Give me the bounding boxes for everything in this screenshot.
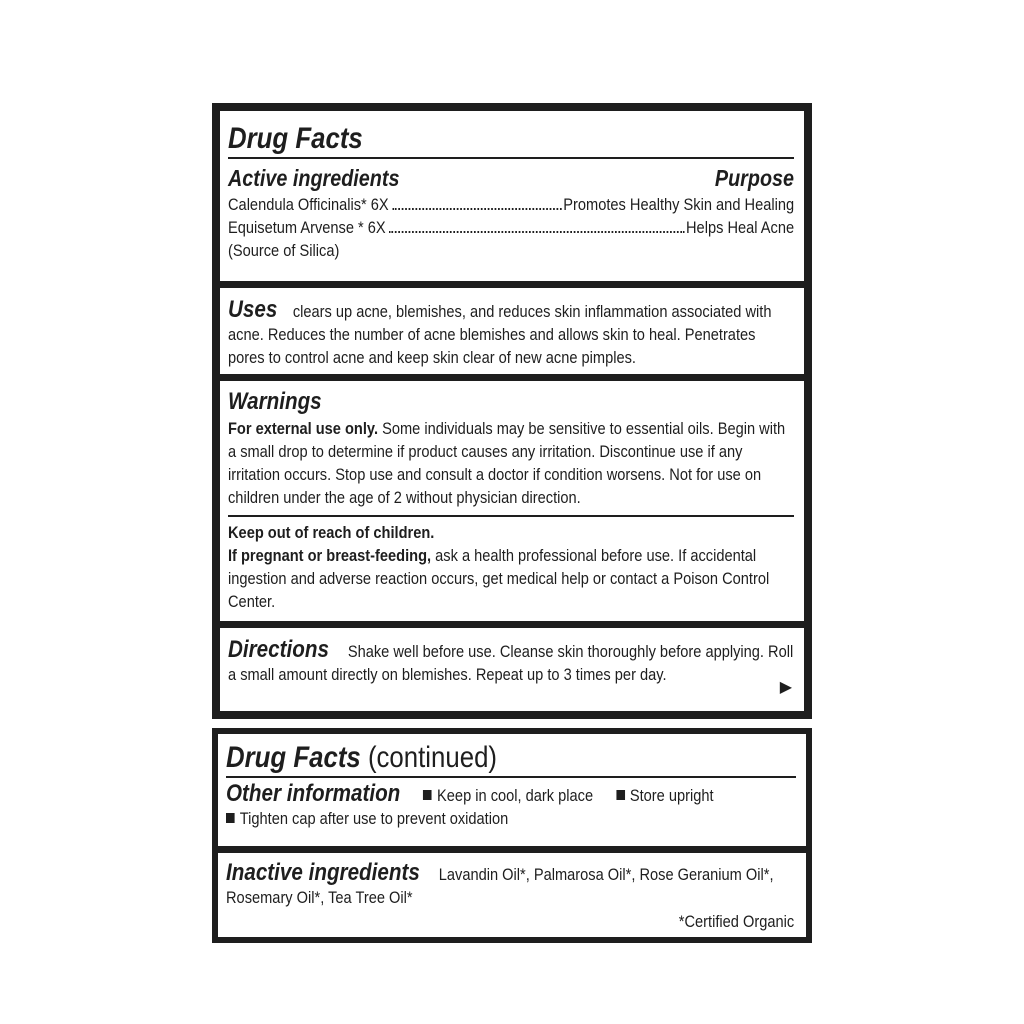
- directions-section: [220, 628, 804, 711]
- other-info-item: Store upright: [629, 786, 714, 805]
- external-use-warning: For external use only.: [228, 419, 379, 438]
- inactive-ingredients-text: Lavandin Oil*, Palmarosa Oil*, Rose Geranium Oil*, Rosemary Oil*, Tea Tree Oil*: [226, 865, 774, 907]
- drug-facts-continued-panel: [212, 728, 812, 943]
- bullet-square-icon: [616, 790, 625, 800]
- drug-facts-continued-title: Drug Facts: [226, 741, 361, 774]
- inactive-ingredients-heading: Inactive ingredients: [226, 859, 420, 886]
- directions-heading: Directions: [228, 636, 329, 663]
- bullet-square-icon: [226, 813, 235, 823]
- other-info-item: Tighten cap after use to prevent oxidation: [239, 809, 509, 828]
- ingredient-name: Equisetum Arvense * 6X: [228, 218, 386, 237]
- warnings-heading: Warnings: [228, 388, 322, 415]
- warnings-section: [220, 381, 804, 621]
- ingredient-note: (Source of Silica): [228, 241, 340, 260]
- active-ingredients-section: [220, 111, 804, 281]
- uses-text: clears up acne, blemishes, and reduces skin inflammation associated with acne. Reduces the number of acne blemishes and allows skin to heal. Penetrates pores to control acne and keep skin clear of new acne pimples.: [228, 302, 772, 367]
- external-use-text: Some individuals may be sensitive to essential oils. Begin with a small drop to determine if product causes any irritation. Discontinue use if any irritation occurs. Stop use and consult a doctor if condition worsens. Not for use on children under the age of 2 without physician direction.: [228, 419, 786, 507]
- uses-heading: Uses: [228, 296, 278, 323]
- certified-organic-note: *Certified Organic: [678, 912, 794, 931]
- drug-facts-title: Drug Facts: [228, 122, 363, 155]
- active-ingredients-heading: Active ingredients: [228, 165, 400, 191]
- other-information-section: [218, 734, 806, 846]
- directions-text: Shake well before use. Cleanse skin thoroughly before applying. Roll a small amount directly on blemishes. Repeat up to 3 times per day.: [228, 642, 794, 684]
- ingredient-purpose: Promotes Healthy Skin and Healing: [563, 195, 795, 214]
- bullet-square-icon: [423, 790, 432, 800]
- pregnant-text: ask a health professional before use. If accidental ingestion and adverse reaction occurs, get medical help or contact a Poison Control Center.: [228, 546, 770, 611]
- continued-label: (continued): [367, 741, 498, 774]
- leader-dots: [389, 231, 684, 233]
- ingredient-purpose: Helps Heal Acne: [686, 218, 795, 237]
- drug-facts-panel: [212, 103, 812, 719]
- active-ingredient-row: [228, 193, 794, 216]
- title-divider: [228, 157, 794, 159]
- inactive-ingredients-section: [218, 853, 806, 937]
- continued-arrow-icon: ▶: [779, 679, 792, 696]
- uses-section: [220, 288, 804, 374]
- other-information-heading: Other information: [226, 780, 401, 807]
- active-ingredient-row: [228, 216, 794, 239]
- purpose-heading: Purpose: [714, 165, 794, 191]
- pregnant-warning: If pregnant or breast-feeding,: [228, 546, 432, 565]
- other-info-item: Keep in cool, dark place: [437, 786, 594, 805]
- warnings-divider: [228, 515, 794, 517]
- leader-dots: [392, 208, 561, 210]
- keep-out-warning: Keep out of reach of children.: [228, 523, 435, 542]
- title-divider: [226, 776, 796, 778]
- ingredient-name: Calendula Officinalis* 6X: [228, 195, 389, 214]
